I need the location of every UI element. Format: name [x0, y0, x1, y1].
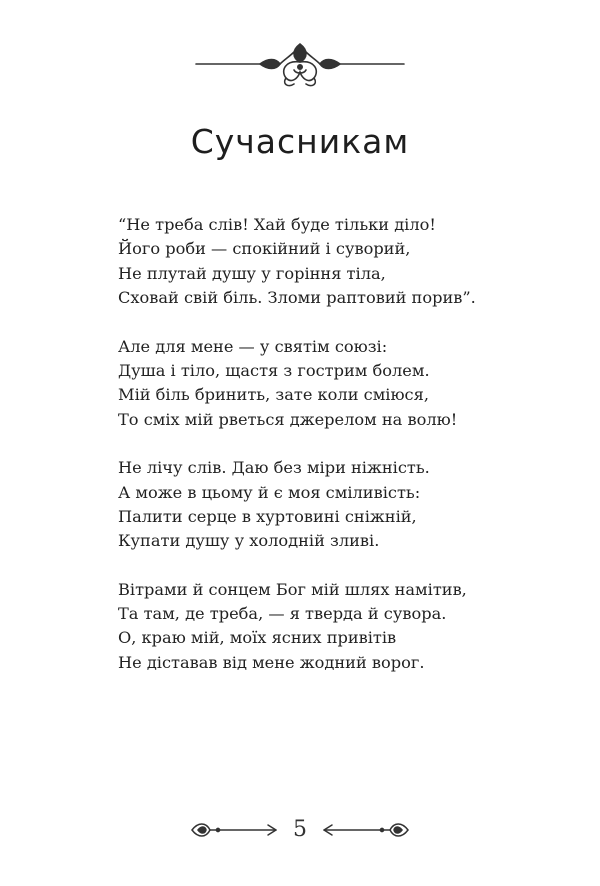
- stanza: [118, 335, 558, 433]
- poem-line: “Не треба слів! Хай буде тільки діло!: [118, 215, 436, 234]
- poem-line: О, краю мій, моїх ясних привітів: [118, 628, 397, 648]
- page-number: 5: [293, 817, 307, 842]
- poem-line: Не плутай душу у горіння тіла,: [118, 263, 386, 283]
- poem-line: Сховай свій біль. Зломи раптовий порив”.: [118, 288, 476, 308]
- poem-line: Не діставав від мене жодний ворог.: [118, 652, 425, 672]
- poem-line: Його роби — спокійний і суворий,: [118, 239, 411, 259]
- arrow-ornament-icon: [312, 820, 412, 840]
- fleuron-ornament-icon: [190, 40, 410, 92]
- poem-line: Мій біль бринить, зате коли сміюся,: [118, 385, 429, 405]
- poem-line: Душа і тіло, щастя з гострим болем.: [118, 360, 430, 380]
- stanza: [118, 213, 558, 311]
- poem-body: [118, 213, 558, 699]
- poem-line: А може в цьому й є моя сміливість:: [118, 482, 421, 502]
- poem-line: Не лічу слів. Даю без міри ніжність.: [118, 458, 430, 478]
- poem-line: То сміх мій рветься джерелом на волю!: [118, 409, 458, 429]
- poem-line: Але для мене — у святім союзі:: [118, 336, 388, 356]
- stanza: [118, 456, 558, 554]
- poem-title: Сучасникам: [190, 122, 410, 161]
- poem-line: Купати душу у холодній зливі.: [118, 531, 380, 551]
- poem-line: Та там, де треба, — я тверда й сувора.: [118, 604, 447, 624]
- poem-line: Вітрами й сонцем Бог мій шлях намітив,: [118, 579, 467, 599]
- page-footer: [160, 810, 440, 850]
- poem-line: Палити серце в хуртовині сніжній,: [118, 506, 417, 526]
- stanza: [118, 578, 558, 676]
